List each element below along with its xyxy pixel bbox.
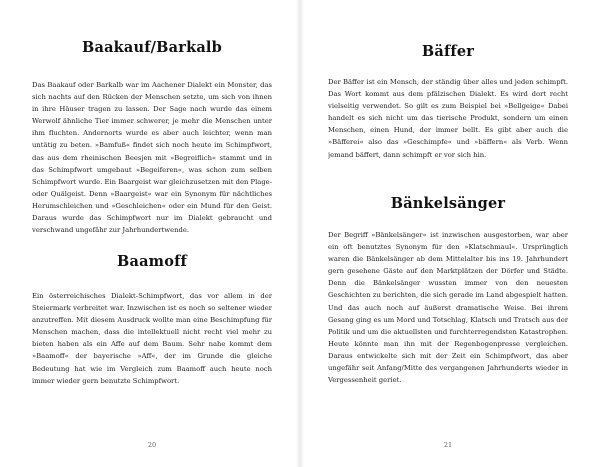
paragraph-baenkelsaenger: Der Begriff »Bänkelsänger« ist inzwischen ausgestorben, war aber ein oft benutztes Synonym für den »Klatschmaul«. Ursprünglich waren die Bänkelsänger ab dem Mittelalter bis ins 19. Jahrhundert gern gesehene Gäste auf den Marktplätzen der Dörfer und Städte. Denn die Bänkelsänger wussten immer von den neuesten Geschichten zu berichten, die sich gerade im Land abgespielt hatten. Und das auch noch auf äußerst dramatische Weise. Bei ihrem Gesang ging es um Mord und Totschlag, Klatsch und Tratsch aus der Politik und um die aktuellsten und furchterregendsten Katastrophen. Heute könnte man ihn mit der Regenbogenpresse vergleichen. Daraus entwickelte sich mit der Zeit ein Schimpfwort, das aber ungefähr seit Anfang/Mitte des vergangenen Jahrhunderts wieder in Vergessenheit geriet. — [328, 231, 568, 385]
book-gutter — [296, 0, 304, 467]
right-page — [328, 0, 568, 467]
heading-baenkelsaenger: Bänkelsänger — [390, 195, 506, 212]
left-page-number: 20 — [147, 441, 157, 449]
right-heading-2-block — [328, 195, 568, 212]
heading-baeffer: Bäffer — [421, 43, 475, 60]
right-paragraph-2-block — [328, 229, 568, 401]
right-paragraph-1-block — [328, 76, 568, 162]
left-paragraph-2-block — [32, 290, 272, 415]
paragraph-baeffer: Der Bäffer ist ein Mensch, der ständig über alles und jeden schimpft. Das Wort kommt aus dem pfälzischen Dialekt. Es wird dort recht vielseitig verwendet. So gilt es zum Beispiel bei »Bellgeige« Dabei handelt es sich nicht um das tierische Produkt, sondern um einen Menschen, einen Hund, der immer bellt. Es gibt aber auch die »Bäfferei« also das »Geschimpfe« und »bäffern« als Verb. Wenn jemand bäffert, dann schimpft er vor sich hin. — [328, 78, 568, 159]
right-page-number: 21 — [443, 441, 453, 449]
heading-baamoff: Baamoff — [117, 253, 187, 270]
left-page — [32, 0, 272, 467]
paragraph-baamoff: Ein österreichisches Dialekt-Schimpfwort, das vor allem in der Steiermark verbreitet war. Inzwischen ist es noch so seltener wieder anzutreffen. Mit diesem Ausdruck wollte man eine Beschimpfung für Menschen machen, dass die intellektuell nicht recht viel mehr zu bieten haben als ein Affe auf dem Baum. Sehr nahe kommt dem »Baamoff« der bayerische »Aff«, der im Grunde die gleiche Bedeutung hat wie im Vergleich zum Baamoff auch heute noch immer wieder gern benutzte Schimpfwort. — [32, 292, 272, 385]
left-paragraph-1-block — [32, 79, 272, 274]
heading-baakauf: Baakauf/Barkalb — [82, 39, 222, 56]
right-heading-1-block — [328, 43, 568, 60]
paragraph-baakauf: Das Baakauf oder Barkalb war im Aachener Dialekt ein Monster, das sich nachts auf den Rücken der Menschen setzte, um sich von ihnen in ihre Häuser tragen zu lassen. Der Sage nach wurde das einem Werwolf ähnliche Tier immer schwerer, je mehr die Menschen unter ihm fluchten. Andernorts wurde es aber auch leichter, wenn man untätig zu beten. »Bamfuß« findet sich noch heute im Schimpfwort, das aus dem rheinischen Beesjen mit »Begreiflich« stammt und in das Schimpfwort umgebaut »Begeiferen«, was schon zum selben Schimpfwort wurde. Ein Baargeist war gleichzusetzen mit den Plage- oder Quälgeist. Denn »Baargeist« war ein Synonym für nächtliches Herumschleichen und »Geschleichen« oder ein Mund für den Geist. Daraus wurde das Schimpfwort nur im Dialekt gebraucht und verschwand ungefähr zur Jahrhundertwende. — [32, 81, 272, 235]
left-heading-1-block — [32, 39, 272, 56]
left-heading-2-block — [32, 253, 272, 270]
